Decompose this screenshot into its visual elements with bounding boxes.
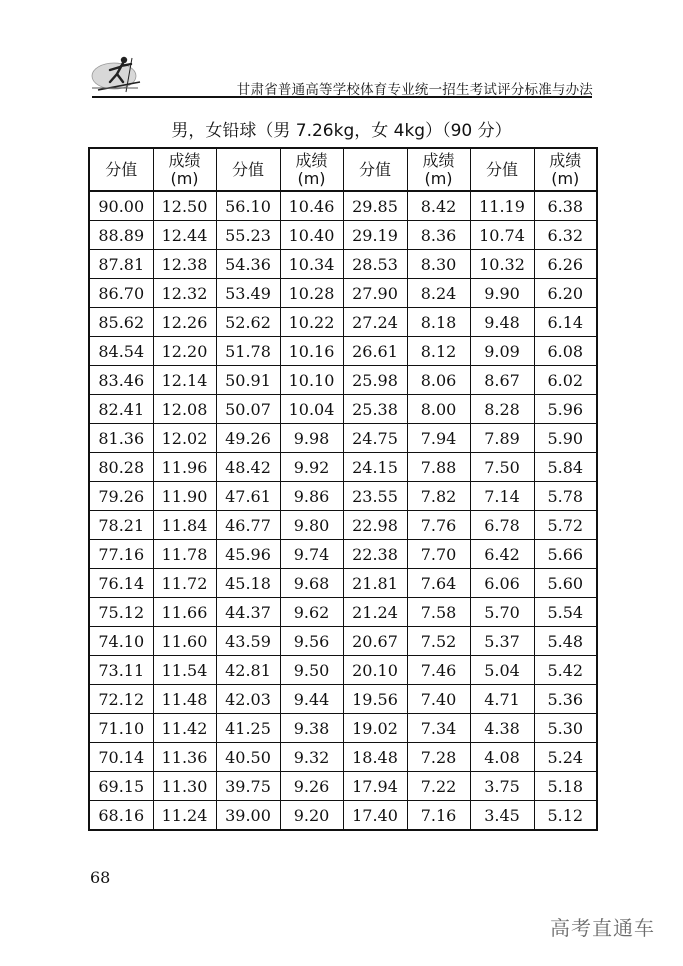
result-cell: 12.44 (153, 221, 216, 250)
score-cell: 42.03 (216, 685, 280, 714)
watermark: 高考直通车 (550, 916, 655, 940)
result-cell: 6.26 (534, 250, 597, 279)
score-cell: 54.36 (216, 250, 280, 279)
score-cell: 22.38 (343, 540, 407, 569)
result-cell: 6.02 (534, 366, 597, 395)
score-cell: 4.38 (470, 714, 534, 743)
score-cell: 29.19 (343, 221, 407, 250)
score-cell: 17.40 (343, 801, 407, 831)
result-cell: 9.32 (280, 743, 343, 772)
score-cell: 83.46 (89, 366, 153, 395)
table-row (89, 540, 597, 569)
score-cell: 43.59 (216, 627, 280, 656)
score-cell: 10.32 (470, 250, 534, 279)
table-row (89, 191, 597, 221)
score-cell: 5.37 (470, 627, 534, 656)
score-cell: 11.19 (470, 191, 534, 221)
result-cell: 7.76 (407, 511, 470, 540)
score-table (88, 147, 598, 831)
result-cell: 5.24 (534, 743, 597, 772)
result-cell: 9.20 (280, 801, 343, 831)
column-header-score: 分值 (216, 148, 280, 191)
score-cell: 5.70 (470, 598, 534, 627)
table-row (89, 685, 597, 714)
result-cell: 7.16 (407, 801, 470, 831)
result-cell: 10.28 (280, 279, 343, 308)
score-cell: 51.78 (216, 337, 280, 366)
result-cell: 7.40 (407, 685, 470, 714)
result-cell: 7.58 (407, 598, 470, 627)
score-cell: 8.67 (470, 366, 534, 395)
table-row (89, 424, 597, 453)
result-cell: 9.50 (280, 656, 343, 685)
result-cell: 10.10 (280, 366, 343, 395)
result-cell: 5.96 (534, 395, 597, 424)
table-row (89, 250, 597, 279)
score-cell: 28.53 (343, 250, 407, 279)
score-cell: 42.81 (216, 656, 280, 685)
table-row (89, 366, 597, 395)
score-cell: 72.12 (89, 685, 153, 714)
result-cell: 11.78 (153, 540, 216, 569)
result-cell: 8.06 (407, 366, 470, 395)
score-cell: 21.81 (343, 569, 407, 598)
score-cell: 3.75 (470, 772, 534, 801)
score-cell: 8.28 (470, 395, 534, 424)
score-cell: 23.55 (343, 482, 407, 511)
score-cell: 69.15 (89, 772, 153, 801)
table-row (89, 308, 597, 337)
score-cell: 68.16 (89, 801, 153, 831)
table-row (89, 801, 597, 831)
table-row (89, 627, 597, 656)
score-cell: 6.06 (470, 569, 534, 598)
score-cell: 46.77 (216, 511, 280, 540)
result-cell: 7.88 (407, 453, 470, 482)
result-cell: 7.28 (407, 743, 470, 772)
result-cell: 7.52 (407, 627, 470, 656)
score-cell: 77.16 (89, 540, 153, 569)
score-cell: 53.49 (216, 279, 280, 308)
result-cell: 12.02 (153, 424, 216, 453)
result-cell: 10.16 (280, 337, 343, 366)
score-cell: 7.50 (470, 453, 534, 482)
result-cell: 8.12 (407, 337, 470, 366)
score-cell: 45.96 (216, 540, 280, 569)
score-cell: 3.45 (470, 801, 534, 831)
score-cell: 45.18 (216, 569, 280, 598)
result-cell: 9.98 (280, 424, 343, 453)
score-cell: 5.04 (470, 656, 534, 685)
result-cell: 7.82 (407, 482, 470, 511)
score-cell: 76.14 (89, 569, 153, 598)
table-row (89, 453, 597, 482)
score-cell: 87.81 (89, 250, 153, 279)
result-cell: 7.46 (407, 656, 470, 685)
score-cell: 70.14 (89, 743, 153, 772)
table-body (89, 191, 597, 830)
result-cell: 7.34 (407, 714, 470, 743)
result-cell: 5.12 (534, 801, 597, 831)
score-cell: 21.24 (343, 598, 407, 627)
result-cell: 6.20 (534, 279, 597, 308)
result-cell: 5.54 (534, 598, 597, 627)
result-cell: 7.70 (407, 540, 470, 569)
column-header-score: 分值 (89, 148, 153, 191)
table-row (89, 598, 597, 627)
result-cell: 9.74 (280, 540, 343, 569)
result-cell: 5.72 (534, 511, 597, 540)
skier-logo-icon (88, 52, 148, 96)
result-cell: 9.92 (280, 453, 343, 482)
score-cell: 74.10 (89, 627, 153, 656)
result-cell: 9.62 (280, 598, 343, 627)
result-cell: 5.42 (534, 656, 597, 685)
result-cell: 11.84 (153, 511, 216, 540)
result-cell: 5.66 (534, 540, 597, 569)
result-cell: 8.42 (407, 191, 470, 221)
score-cell: 4.71 (470, 685, 534, 714)
score-cell: 40.50 (216, 743, 280, 772)
score-cell: 52.62 (216, 308, 280, 337)
page-title: 男，女铅球（男 7.26kg，女 4kg）（90 分） (171, 121, 512, 141)
result-cell: 10.40 (280, 221, 343, 250)
table-row (89, 395, 597, 424)
score-cell: 79.26 (89, 482, 153, 511)
table-row (89, 279, 597, 308)
result-cell: 9.44 (280, 685, 343, 714)
table-header-row (89, 148, 597, 191)
table-row (89, 511, 597, 540)
result-cell: 11.54 (153, 656, 216, 685)
result-cell: 11.30 (153, 772, 216, 801)
result-cell: 11.66 (153, 598, 216, 627)
result-cell: 9.86 (280, 482, 343, 511)
score-cell: 84.54 (89, 337, 153, 366)
table-row (89, 714, 597, 743)
score-cell: 73.11 (89, 656, 153, 685)
result-cell: 10.46 (280, 191, 343, 221)
score-cell: 41.25 (216, 714, 280, 743)
result-cell: 6.08 (534, 337, 597, 366)
score-cell: 50.07 (216, 395, 280, 424)
result-cell: 12.14 (153, 366, 216, 395)
result-cell: 11.48 (153, 685, 216, 714)
score-cell: 56.10 (216, 191, 280, 221)
score-cell: 82.41 (89, 395, 153, 424)
result-cell: 8.00 (407, 395, 470, 424)
column-header-result: 成绩 (m) (407, 148, 470, 191)
result-cell: 12.26 (153, 308, 216, 337)
table-row (89, 221, 597, 250)
score-cell: 9.09 (470, 337, 534, 366)
result-cell: 5.60 (534, 569, 597, 598)
score-cell: 49.26 (216, 424, 280, 453)
result-cell: 11.90 (153, 482, 216, 511)
score-cell: 48.42 (216, 453, 280, 482)
result-cell: 11.96 (153, 453, 216, 482)
result-cell: 9.80 (280, 511, 343, 540)
column-header-result: 成绩 (m) (153, 148, 216, 191)
score-cell: 22.98 (343, 511, 407, 540)
score-cell: 27.24 (343, 308, 407, 337)
table-row (89, 743, 597, 772)
page-number: 68 (90, 868, 111, 887)
result-cell: 6.32 (534, 221, 597, 250)
score-cell: 7.14 (470, 482, 534, 511)
score-cell: 9.90 (470, 279, 534, 308)
score-cell: 17.94 (343, 772, 407, 801)
result-cell: 8.18 (407, 308, 470, 337)
result-cell: 9.56 (280, 627, 343, 656)
header-rule (92, 96, 592, 98)
score-cell: 39.00 (216, 801, 280, 831)
score-cell: 29.85 (343, 191, 407, 221)
result-cell: 10.22 (280, 308, 343, 337)
result-cell: 8.30 (407, 250, 470, 279)
score-cell: 20.67 (343, 627, 407, 656)
result-cell: 7.64 (407, 569, 470, 598)
column-header-result: 成绩 (m) (280, 148, 343, 191)
result-cell: 7.22 (407, 772, 470, 801)
column-header-score: 分值 (343, 148, 407, 191)
result-cell: 12.32 (153, 279, 216, 308)
score-cell: 27.90 (343, 279, 407, 308)
score-cell: 19.56 (343, 685, 407, 714)
score-cell: 71.10 (89, 714, 153, 743)
running-header: 甘肃省普通高等学校体育专业统一招生考试评分标准与办法 (236, 82, 593, 98)
result-cell: 5.90 (534, 424, 597, 453)
score-cell: 7.89 (470, 424, 534, 453)
score-cell: 6.42 (470, 540, 534, 569)
result-cell: 9.26 (280, 772, 343, 801)
score-cell: 19.02 (343, 714, 407, 743)
table-row (89, 337, 597, 366)
result-cell: 5.48 (534, 627, 597, 656)
score-cell: 39.75 (216, 772, 280, 801)
table-row (89, 772, 597, 801)
score-cell: 18.48 (343, 743, 407, 772)
score-cell: 25.98 (343, 366, 407, 395)
result-cell: 12.38 (153, 250, 216, 279)
result-cell: 7.94 (407, 424, 470, 453)
result-cell: 11.36 (153, 743, 216, 772)
column-header-result: 成绩 (m) (534, 148, 597, 191)
column-header-score: 分值 (470, 148, 534, 191)
result-cell: 10.34 (280, 250, 343, 279)
result-cell: 5.30 (534, 714, 597, 743)
result-cell: 5.78 (534, 482, 597, 511)
score-cell: 90.00 (89, 191, 153, 221)
score-cell: 25.38 (343, 395, 407, 424)
score-cell: 44.37 (216, 598, 280, 627)
score-cell: 75.12 (89, 598, 153, 627)
result-cell: 8.24 (407, 279, 470, 308)
score-cell: 86.70 (89, 279, 153, 308)
result-cell: 11.60 (153, 627, 216, 656)
result-cell: 9.38 (280, 714, 343, 743)
score-cell: 50.91 (216, 366, 280, 395)
score-cell: 6.78 (470, 511, 534, 540)
score-cell: 88.89 (89, 221, 153, 250)
result-cell: 11.24 (153, 801, 216, 831)
result-cell: 5.84 (534, 453, 597, 482)
result-cell: 9.68 (280, 569, 343, 598)
result-cell: 6.38 (534, 191, 597, 221)
score-cell: 81.36 (89, 424, 153, 453)
table-row (89, 569, 597, 598)
result-cell: 11.72 (153, 569, 216, 598)
score-cell: 80.28 (89, 453, 153, 482)
result-cell: 12.08 (153, 395, 216, 424)
result-cell: 12.50 (153, 191, 216, 221)
score-cell: 55.23 (216, 221, 280, 250)
table-row (89, 482, 597, 511)
score-cell: 47.61 (216, 482, 280, 511)
score-cell: 20.10 (343, 656, 407, 685)
score-cell: 85.62 (89, 308, 153, 337)
score-cell: 26.61 (343, 337, 407, 366)
result-cell: 11.42 (153, 714, 216, 743)
result-cell: 5.36 (534, 685, 597, 714)
score-cell: 24.15 (343, 453, 407, 482)
result-cell: 5.18 (534, 772, 597, 801)
score-cell: 78.21 (89, 511, 153, 540)
score-cell: 4.08 (470, 743, 534, 772)
result-cell: 12.20 (153, 337, 216, 366)
result-cell: 10.04 (280, 395, 343, 424)
score-cell: 24.75 (343, 424, 407, 453)
result-cell: 8.36 (407, 221, 470, 250)
score-cell: 10.74 (470, 221, 534, 250)
result-cell: 6.14 (534, 308, 597, 337)
table-row (89, 656, 597, 685)
score-cell: 9.48 (470, 308, 534, 337)
